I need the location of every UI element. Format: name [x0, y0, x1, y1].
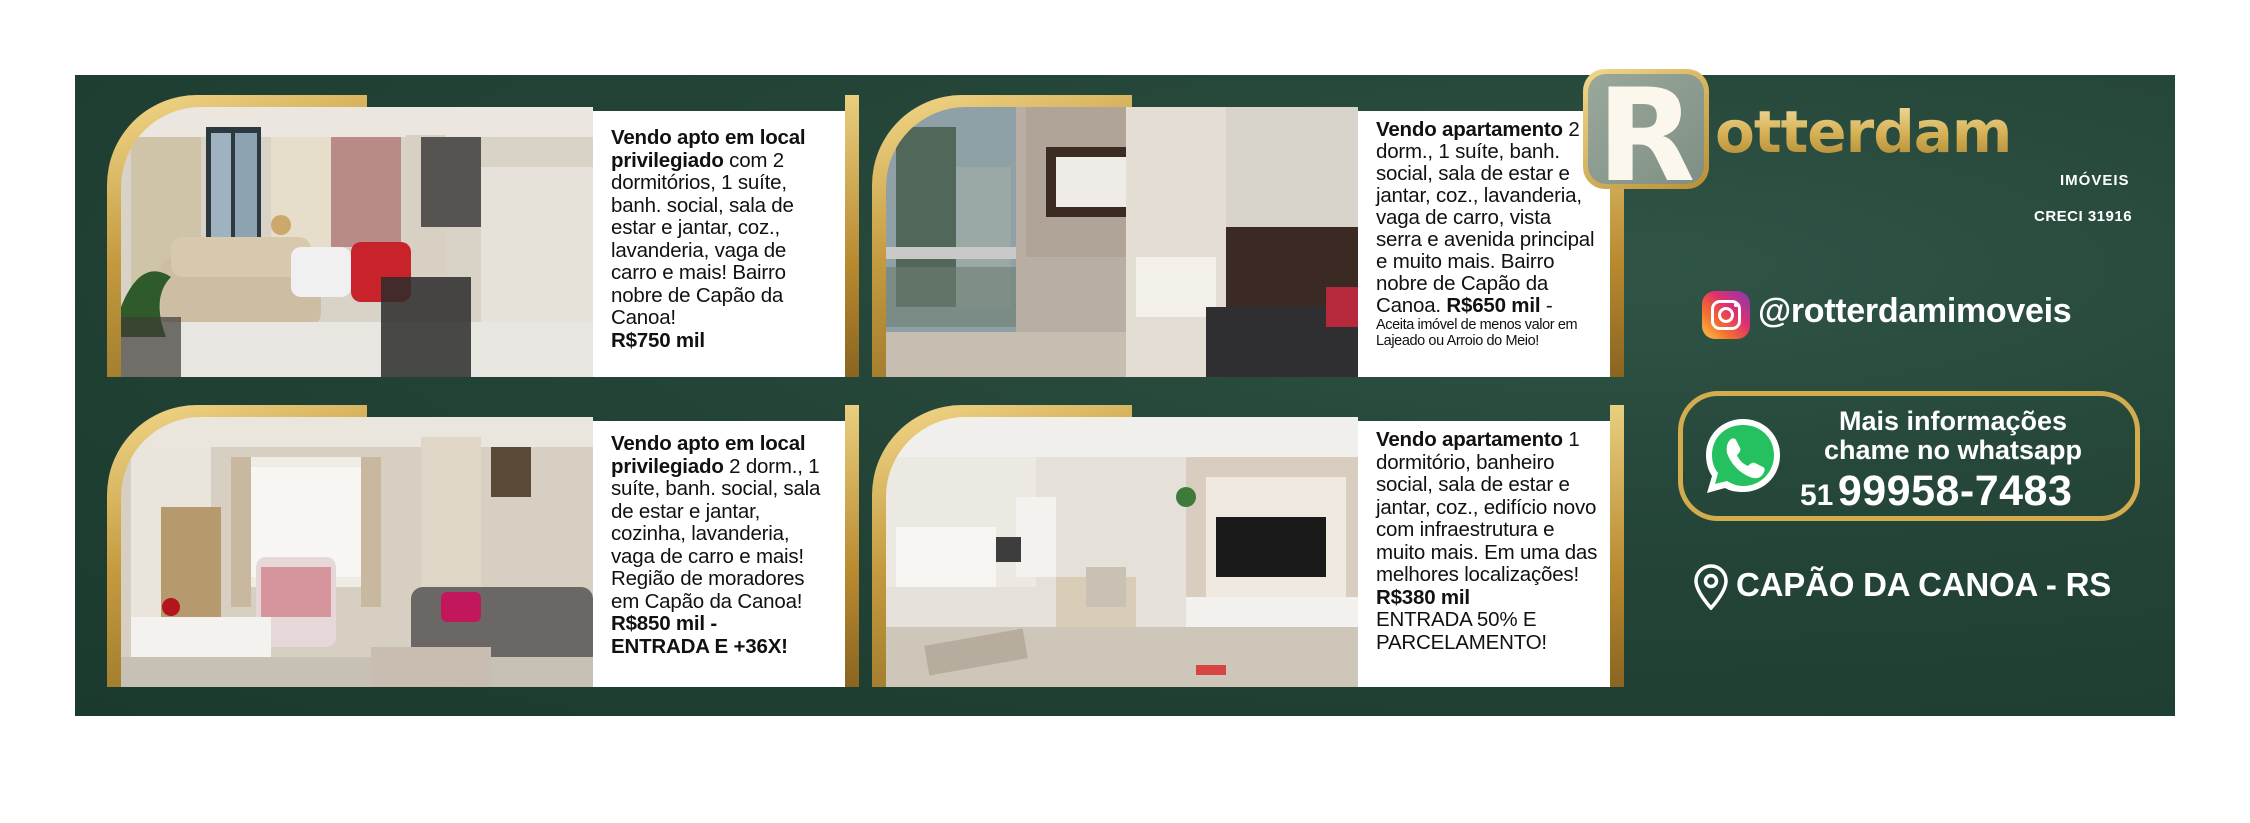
brand-name: otterdam — [1715, 98, 2012, 166]
gold-side-bar — [845, 405, 859, 687]
creci-number: CRECI 31916 — [2034, 208, 2133, 225]
logo-letter: R — [1596, 74, 1696, 184]
rotterdam-logo — [1583, 69, 1709, 189]
balcony-photo — [886, 107, 1358, 377]
whatsapp-icon — [1700, 413, 1786, 499]
listing-payment-note: ENTRADA 50% E PARCELAMENTO! — [1376, 608, 1547, 654]
tv-room-photo — [121, 417, 593, 687]
contact-line-2: chame no whatsapp — [1823, 435, 2083, 465]
gold-side-bar — [1610, 405, 1624, 687]
listing-body: 2 dorm., 1 suíte, banh. social, sala de estar e jantar, cozinha, lavanderia, vaga de carro e mais! Região de moradores em Capão da Canoa! — [611, 454, 821, 613]
listing-card-1 — [107, 95, 847, 377]
listing-price: R$750 mil — [611, 328, 705, 352]
location-pin-icon — [1694, 564, 1728, 610]
listing-title: Vendo apto em local privilegiado — [611, 126, 806, 172]
listing-title: Vendo apto em local privilegiado — [611, 432, 806, 478]
listing-price: R$850 mil - — [611, 612, 718, 635]
listing-description-box — [593, 421, 845, 687]
listing-description-box — [1358, 111, 1610, 377]
instagram-handle[interactable]: @rotterdamimoveis — [1758, 292, 2072, 330]
listing-price: R$380 mil — [1376, 585, 1470, 609]
location-city: CAPÃO DA CANOA - RS — [1736, 566, 2112, 603]
modern-living-photo — [886, 417, 1358, 687]
listing-description-box — [593, 111, 845, 377]
listing-description-box — [1358, 421, 1610, 687]
listing-title: Vendo apartamento — [1376, 118, 1563, 141]
listing-title: Vendo apartamento — [1376, 428, 1563, 451]
phone-digits: 99958-7483 — [1837, 467, 2073, 515]
listing-body: 2 dorm., 1 suíte, banh. social, sala de estar e jantar, coz., lavanderia, vaga de carro, vista serra e avenida principal e muito mais. Bairro nobre de Capão da Canoa. — [1376, 118, 1595, 317]
phone-number[interactable] — [1800, 467, 2072, 516]
listing-card-2 — [872, 95, 1612, 377]
listing-price: R$650 mil — [1446, 294, 1541, 317]
brand-subtitle: IMÓVEIS — [2060, 172, 2130, 189]
gold-side-bar — [845, 95, 859, 377]
listing-card-4 — [872, 405, 1612, 687]
listing-card-3 — [107, 405, 847, 687]
area-code: 51 — [1800, 479, 1834, 512]
instagram-icon — [1702, 291, 1750, 339]
listing-body: com 2 dormitórios, 1 suíte, banh. social, sala de estar e jantar, coz., lavanderia, vaga de carro e mais! Bairro nobre de Capão da Canoa! — [611, 148, 794, 329]
listing-fine-print: Aceita imóvel de menos valor em Lajeado ou Arroio do Meio! — [1376, 317, 1578, 349]
contact-line-1: Mais informações — [1838, 406, 2068, 436]
listing-price-separator: - — [1540, 294, 1553, 317]
living-room-photo — [121, 107, 593, 377]
listing-payment-note: ENTRADA E +36X! — [611, 634, 788, 658]
listing-body: 1 dormitório, banheiro social, sala de estar e jantar, coz., edifício novo com infraestrutura e muito mais. Em uma das melhores localizações! — [1376, 428, 1598, 586]
